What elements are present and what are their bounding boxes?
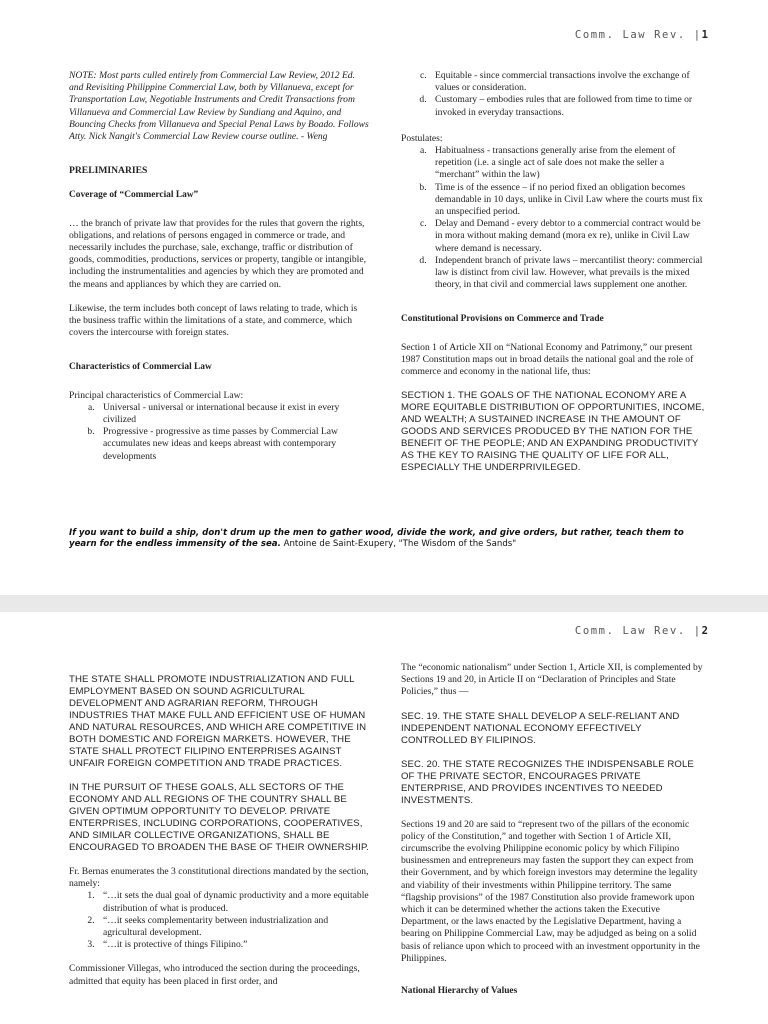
subheading-coverage: Coverage of “Commercial Law” xyxy=(69,190,199,201)
list-item: c. Equitable - since commercial transactions involve the exchange of values or consideration. xyxy=(429,70,706,94)
villegas-paragraph: Commissioner Villegas, who introduced the section during the proceedings, admitted that equity has been placed in first order, and xyxy=(69,963,360,987)
quote-author: Antoine de Saint-Exupery, "The Wisdom of the Sands" xyxy=(280,539,517,550)
page-number: 2 xyxy=(701,625,708,637)
pursuit-text: IN THE PURSUIT OF THESE GOALS, ALL SECTORS OF THE ECONOMY AND ALL REGIONS OF THE COUNTRY SHALL BE GIVEN OPTIMUM OPPORTUNITY TO DEVELOP. PRIVATE ENTERPRISES, INCLUDING CORPORATIONS, COOPERATIVES, AND SIMILAR COLLECTIVE ORGANIZATIONS, SHALL BE ENCOURAGED TO BROADEN THE BASE OF THEIR OWNERSHIP. xyxy=(69,782,369,853)
bernas-list xyxy=(69,890,369,951)
list-item: 3. “…it is protective of things Filipino.” xyxy=(97,939,369,951)
header-separator: | xyxy=(693,29,702,41)
header-title: Comm. Law Rev. xyxy=(574,625,686,637)
list-item: b. Progressive - progressive as time passes by Commercial Law accumulates new ideas and keeps abreast with contemporary developments xyxy=(97,426,369,463)
subheading-hierarchy: National Hierarchy of Values xyxy=(401,986,518,997)
page-number: 1 xyxy=(701,29,708,41)
right-column xyxy=(401,70,706,486)
list-item: a. Habitualness - transactions generally arise from the element of repetition (i.e. a single act of sale does not make the seller a “merchant” within the law) xyxy=(429,145,706,182)
page-header xyxy=(575,625,708,637)
right-column xyxy=(401,662,706,1009)
list-item: a. Universal - universal or international because it exist in every civilized xyxy=(97,402,369,426)
sec19-text: SEC. 19. THE STATE SHALL DEVELOP A SELF-RELIANT AND INDEPENDENT NATIONAL ECONOMY EFFECTIVELY CONTROLLED BY FILIPINOS. xyxy=(401,710,680,746)
quote-block xyxy=(69,528,709,551)
document-page-2 xyxy=(0,612,768,1024)
list-item: b. Time is of the essence – if no period fixed an obligation becomes demandable in 10 days, unlike in Civil Law where the courts must fix an unspecified period. xyxy=(429,182,706,219)
sections-19-20-paragraph: Sections 19 and 20 are said to “represent two of the pillars of the economic policy of the Constitution,” and together with Section 1 of Article XII, circumscribe the evolving Philippine economic policy by which Filipino businessmen and entrepreneurs may fasten the support they can expect from their Government, and by which foreign investors may determine the legality and viability of their investments within Philippine territory. The same “flagship provisions” of the 1987 Constitution also provide framework upon which it can be determined whether the actions taken the Executive Department, or the laws enacted by the Legislative Department, having a bearing on Philippine Commercial Law, may be adjudged as being on a solid basis of reliance upon which to proceed with an investment opportunity in the Philippines. xyxy=(401,818,700,964)
header-separator: | xyxy=(693,625,702,637)
header-title: Comm. Law Rev. xyxy=(574,29,686,41)
state-promote-text: THE STATE SHALL PROMOTE INDUSTRIALIZATION AND FULL EMPLOYMENT BASED ON SOUND AGRICULTURAL DEVELOPMENT AND AGRARIAN REFORM, THROUGH INDUSTRIES THAT MAKE FULL AND EFFICIENT USE OF HUMAN AND NATURAL RESOURCES, AND WHICH ARE COMPETITIVE IN BOTH DOMESTIC AND FOREIGN MARKETS. HOWEVER, THE STATE SHALL PROTECT FILIPINO ENTERPRISES AGAINST UNFAIR FOREIGN COMPETITION AND TRADE PRACTICES. xyxy=(69,674,367,769)
subheading-characteristics: Characteristics of Commercial Law xyxy=(69,362,212,373)
subheading-constitutional: Constitutional Provisions on Commerce and Trade xyxy=(401,314,604,325)
postulates-label: Postulates: xyxy=(401,132,443,144)
section-heading-preliminaries: PRELIMINARIES xyxy=(69,165,148,177)
section1-intro: Section 1 of Article XII on “National Economy and Patrimony,” our present 1987 Constitution maps out in broad details the national goal and the role of commerce and economy in the national life, thus: xyxy=(401,341,694,378)
list-item: 2. “…it seeks complementarity between industrialization and agricultural development. xyxy=(97,915,369,939)
coverage-paragraph: … the branch of private law that provides for the rules that govern the rights, obligations, and relations of persons engaged in commerce or trade, and necessarily includes the purchase, sale, exchange, traffic or distribution of goods, commodities, productions, services or property, tangible or intangible, including the instrumentalities and agencies by which they are promoted and the means and appliances by which they are carried on. xyxy=(69,217,366,290)
list-item: c. Delay and Demand - every debtor to a commercial contract would be in mora without making demand (mora ex re), unlike in Civil Law where demand is necessary. xyxy=(429,218,706,255)
likewise-paragraph: Likewise, the term includes both concept of laws relating to trade, which is the business traffic within the limitations of a state, and commerce, which covers the intercourse with foreign states. xyxy=(69,302,358,339)
list-item: 1. “…it sets the dual goal of dynamic productivity and a more equitable distribution of what is produced. xyxy=(97,890,369,914)
characteristics-list-continued xyxy=(401,70,706,119)
page-header xyxy=(575,29,708,41)
list-item: d. Independent branch of private laws – mercantilist theory: commercial law is distinct from civil law. However, what prevails is the mixed theory, in that civil and commercial laws supplement one another. xyxy=(429,255,706,292)
sec20-text: SEC. 20. THE STATE RECOGNIZES THE INDISPENSABLE ROLE OF THE PRIVATE SECTOR, ENCOURAGES PRIVATE ENTERPRISE, AND PROVIDES INCENTIVES TO NEEDED INVESTMENTS. xyxy=(401,758,694,806)
econ-nationalism-paragraph: The “economic nationalism” under Section 1, Article XII, is complemented by Sections 19 and 20, in Article II on “Declaration of Principles and State Policies,” thus — xyxy=(401,662,703,698)
page-gap xyxy=(0,595,768,612)
source-note: NOTE: Most parts culled entirely from Commercial Law Review, 2012 Ed. and Revisiting Philippine Commercial Law, both by Villanueva, except for Transportation Law, Negotiable Instruments and Credit Transactions from Villanueva and Commercial Law Review by Sundiang and Aquino, and Bouncing Checks from Villanueva and Special Penal Laws by Boado. Follows Atty. Nick Nangit's Commercial Law Review course outline. - Weng xyxy=(69,70,369,143)
left-column xyxy=(69,70,369,475)
list-item: d. Customary – embodies rules that are followed from time to time or invoked in everyday transactions. xyxy=(429,94,706,118)
quote-text: If you want to build a ship, don't drum up the men to gather wood, divide the work, and give orders, but rather, teach them to yearn for the endless immensity of the sea. xyxy=(69,528,684,550)
principal-intro: Principal characteristics of Commercial Law: xyxy=(69,389,244,401)
characteristics-list xyxy=(69,402,369,463)
postulates-list xyxy=(401,145,706,291)
left-column xyxy=(69,674,369,1000)
section1-text: SECTION 1. THE GOALS OF THE NATIONAL ECONOMY ARE A MORE EQUITABLE DISTRIBUTION OF OPPORTUNITIES, INCOME, AND WEALTH; A SUSTAINED INCREASE IN THE AMOUNT OF GOODS AND SERVICES PRODUCED BY THE NATION FOR THE BENEFIT OF THE PEOPLE; AND AN EXPANDING PRODUCTIVITY AS THE KEY TO RAISING THE QUALITY OF LIFE FOR ALL, ESPECIALLY THE UNDERPRIVILEGED. xyxy=(401,390,705,474)
bernas-intro: Fr. Bernas enumerates the 3 constitutional directions mandated by the section, namely: xyxy=(69,866,369,890)
